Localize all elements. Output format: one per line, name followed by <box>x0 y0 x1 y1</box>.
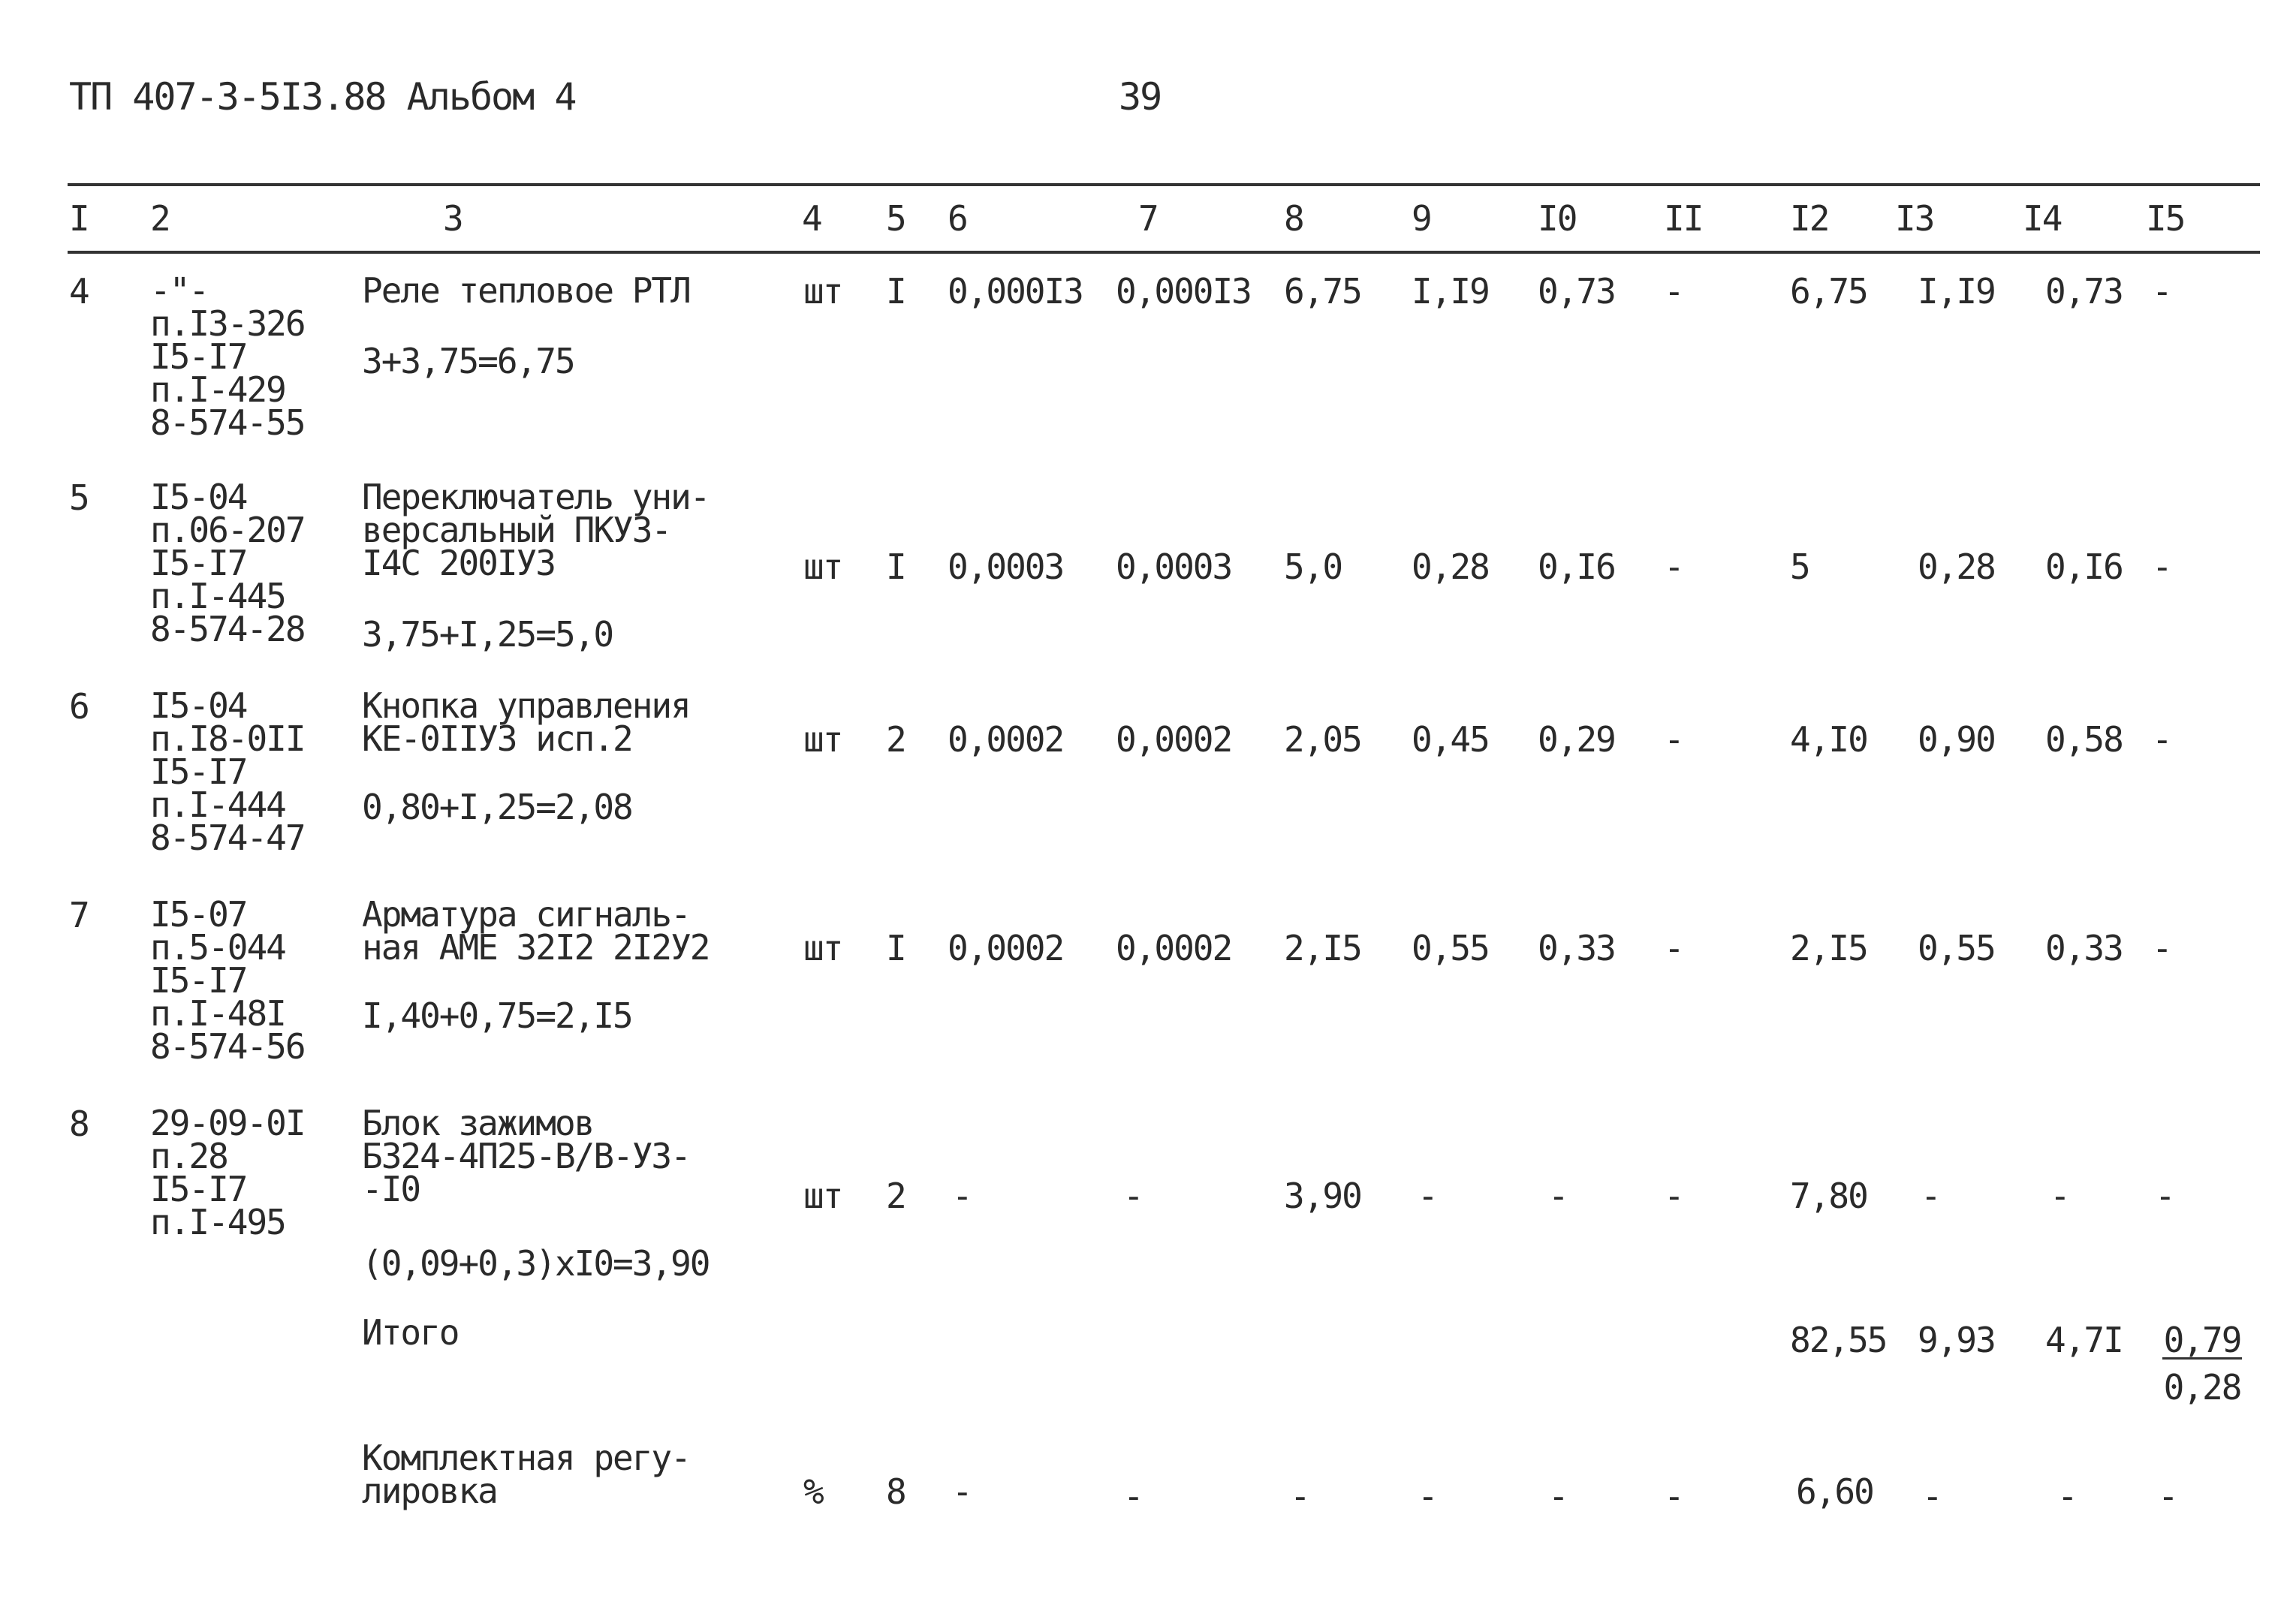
total-c15-fraction <box>2146 1320 2258 1408</box>
desc-line: Реле тепловое РТЛ <box>362 270 690 311</box>
desc-line: Арматура сигналь- <box>362 894 690 935</box>
code-line: п.I8-0II <box>150 718 305 759</box>
cell-c10: 0,29 <box>1538 719 1615 760</box>
adjustment-c11: - <box>1664 1476 1683 1516</box>
page-number: 39 <box>1119 75 1162 119</box>
cell-c13: 0,28 <box>1918 547 1995 587</box>
row-description <box>362 894 710 968</box>
total-c15-numerator: 0,79 <box>2163 1320 2241 1360</box>
adjustment-qty: 8 <box>886 1471 905 1512</box>
cell-c7: 0,000I3 <box>1116 271 1251 312</box>
cell-c6: - <box>952 1176 972 1216</box>
adjustment-c13: - <box>1922 1476 1942 1516</box>
cell-c11: - <box>1664 719 1683 760</box>
table-top-rule <box>68 183 2260 186</box>
col-header-8: 8 <box>1284 198 1303 239</box>
cell-c13: - <box>1921 1176 1940 1216</box>
code-line: п.I-444 <box>150 784 285 825</box>
col-header-11: II <box>1664 198 1703 239</box>
row-qty: I <box>886 271 905 312</box>
code-line: п.I-495 <box>150 1202 285 1242</box>
row-description <box>362 685 690 759</box>
col-header-12: I2 <box>1790 198 1829 239</box>
row-description <box>362 477 710 583</box>
code-line: 8-574-56 <box>150 1026 305 1067</box>
cell-c6: 0,0003 <box>948 547 1064 587</box>
row-description <box>362 1103 690 1209</box>
col-header-5: 5 <box>886 198 905 239</box>
desc-line: -I0 <box>362 1169 420 1209</box>
cell-c9: I,I9 <box>1412 271 1489 312</box>
cell-c13: 0,90 <box>1918 719 1995 760</box>
row-code <box>150 685 305 858</box>
cell-c10: 0,73 <box>1538 271 1615 312</box>
cell-c9: 0,28 <box>1412 547 1489 587</box>
adjustment-c15: - <box>2158 1476 2177 1516</box>
cell-c12: 6,75 <box>1790 271 1867 312</box>
row-unit: шт <box>803 719 842 760</box>
cell-c6: 0,0002 <box>948 719 1064 760</box>
cell-c10: 0,I6 <box>1538 547 1615 587</box>
row-unit: шт <box>803 547 842 587</box>
adjustment-c7: - <box>1123 1476 1143 1516</box>
code-line: п.28 <box>150 1136 227 1176</box>
adjustment-c10: - <box>1548 1476 1568 1516</box>
row-qty: 2 <box>886 719 905 760</box>
adjustment-c12: 6,60 <box>1796 1471 1873 1512</box>
desc-line: КЕ-0IIУЗ исп.2 <box>362 718 632 759</box>
adjustment-label <box>362 1438 690 1511</box>
cell-c10: 0,33 <box>1538 928 1615 968</box>
row-formula: 3,75+I,25=5,0 <box>362 614 613 655</box>
col-header-1: I <box>69 198 89 239</box>
cell-c8: 2,I5 <box>1284 928 1361 968</box>
row-formula: 0,80+I,25=2,08 <box>362 787 632 827</box>
cell-c7: 0,0002 <box>1116 928 1232 968</box>
desc-line: БЗ24-4П25-В/В-УЗ- <box>362 1136 690 1176</box>
total-c14: 4,7I <box>2045 1320 2123 1360</box>
cell-c12: 5 <box>1790 547 1809 587</box>
row-unit: шт <box>803 271 842 312</box>
code-line: п.I-445 <box>150 576 285 616</box>
code-line: I5-I7 <box>150 1169 247 1209</box>
code-line: 29-09-0I <box>150 1103 305 1143</box>
row-formula: (0,09+0,3)хI0=3,90 <box>362 1243 710 1284</box>
row-code <box>150 270 305 443</box>
col-header-10: I0 <box>1538 198 1577 239</box>
cell-c12: 2,I5 <box>1790 928 1867 968</box>
cell-c6: 0,0002 <box>948 928 1064 968</box>
code-line: п.06-207 <box>150 510 305 550</box>
row-number: 4 <box>69 271 89 312</box>
cell-c9: 0,55 <box>1412 928 1489 968</box>
table-header-rule <box>68 251 2260 254</box>
code-line: I5-I7 <box>150 336 247 377</box>
adjustment-unit: % <box>803 1471 823 1512</box>
adjustment-label-line: Комплектная регу- <box>362 1438 690 1478</box>
row-number: 5 <box>69 477 89 518</box>
code-line: I5-07 <box>150 894 247 935</box>
cell-c8: 2,05 <box>1284 719 1361 760</box>
code-line: 8-574-28 <box>150 609 305 649</box>
col-header-6: 6 <box>948 198 967 239</box>
total-c12: 82,55 <box>1790 1320 1887 1360</box>
adjustment-c8: - <box>1290 1476 1309 1516</box>
col-header-2: 2 <box>150 198 170 239</box>
cell-c8: 5,0 <box>1284 547 1342 587</box>
row-code <box>150 477 305 649</box>
adjustment-label-line: лировка <box>362 1471 497 1511</box>
document-header: ТП 407-3-5I3.88 Альбом 4 <box>69 75 576 119</box>
row-code <box>150 894 305 1067</box>
cell-c15: - <box>2152 271 2171 312</box>
cell-c11: - <box>1664 928 1683 968</box>
total-label: Итого <box>362 1312 459 1353</box>
total-c13: 9,93 <box>1918 1320 1995 1360</box>
code-line: I5-04 <box>150 685 247 726</box>
cell-c11: - <box>1664 271 1683 312</box>
row-number: 8 <box>69 1104 89 1144</box>
adjustment-c6: - <box>952 1471 972 1512</box>
code-line: п.I-48I <box>150 993 285 1034</box>
cell-c13: 0,55 <box>1918 928 1995 968</box>
cell-c8: 6,75 <box>1284 271 1361 312</box>
row-description <box>362 270 690 311</box>
desc-line: версальный ПКУЗ- <box>362 510 671 550</box>
row-formula: 3+3,75=6,75 <box>362 341 574 381</box>
cell-c15: - <box>2155 1176 2174 1216</box>
desc-line: Блок зажимов <box>362 1103 594 1143</box>
code-line: 8-574-55 <box>150 402 305 443</box>
cell-c8: 3,90 <box>1284 1176 1361 1216</box>
adjustment-c14: - <box>2057 1476 2077 1516</box>
col-header-3: 3 <box>443 198 463 239</box>
adjustment-c9: - <box>1418 1476 1437 1516</box>
code-line: п.I-429 <box>150 369 285 410</box>
cell-c7: 0,0003 <box>1116 547 1232 587</box>
desc-line: Переключатель уни- <box>362 477 710 517</box>
cell-c6: 0,000I3 <box>948 271 1083 312</box>
col-header-4: 4 <box>802 198 821 239</box>
row-qty: 2 <box>886 1176 905 1216</box>
row-qty: I <box>886 547 905 587</box>
cell-c11: - <box>1664 1176 1683 1216</box>
row-unit: шт <box>803 1176 842 1216</box>
cell-c14: 0,58 <box>2045 719 2123 760</box>
desc-line: I4С 200IУЗ <box>362 543 555 583</box>
cell-c15: - <box>2152 719 2171 760</box>
cell-c12: 4,I0 <box>1790 719 1867 760</box>
code-line: I5-I7 <box>150 751 247 792</box>
desc-line: ная АМЕ 32I2 2I2У2 <box>362 927 710 968</box>
row-unit: шт <box>803 928 842 968</box>
cell-c14: 0,73 <box>2045 271 2123 312</box>
desc-line: Кнопка управления <box>362 685 690 726</box>
col-header-7: 7 <box>1138 198 1158 239</box>
cell-c15: - <box>2152 547 2171 587</box>
cell-c9: 0,45 <box>1412 719 1489 760</box>
row-number: 6 <box>69 686 89 727</box>
code-line: 8-574-47 <box>150 818 305 858</box>
cell-c14: 0,I6 <box>2045 547 2123 587</box>
col-header-15: I5 <box>2146 198 2185 239</box>
cell-c14: 0,33 <box>2045 928 2123 968</box>
code-line: -"- <box>150 270 209 311</box>
cell-c12: 7,80 <box>1790 1176 1867 1216</box>
cell-c7: 0,0002 <box>1116 719 1232 760</box>
cell-c13: I,I9 <box>1918 271 1995 312</box>
col-header-13: I3 <box>1895 198 1934 239</box>
total-c15-denominator: 0,28 <box>2163 1367 2241 1408</box>
code-line: п.5-044 <box>150 927 285 968</box>
row-formula: I,40+0,75=2,I5 <box>362 995 632 1036</box>
cell-c7: - <box>1123 1176 1143 1216</box>
row-code <box>150 1103 305 1242</box>
code-line: п.I3-326 <box>150 303 305 344</box>
cell-c9: - <box>1418 1176 1437 1216</box>
code-line: I5-I7 <box>150 543 247 583</box>
cell-c11: - <box>1664 547 1683 587</box>
cell-c15: - <box>2152 928 2171 968</box>
row-qty: I <box>886 928 905 968</box>
code-line: I5-04 <box>150 477 247 517</box>
cell-c14: - <box>2050 1176 2069 1216</box>
row-number: 7 <box>69 895 89 935</box>
cell-c10: - <box>1548 1176 1568 1216</box>
code-line: I5-I7 <box>150 960 247 1001</box>
col-header-14: I4 <box>2023 198 2062 239</box>
col-header-9: 9 <box>1412 198 1431 239</box>
